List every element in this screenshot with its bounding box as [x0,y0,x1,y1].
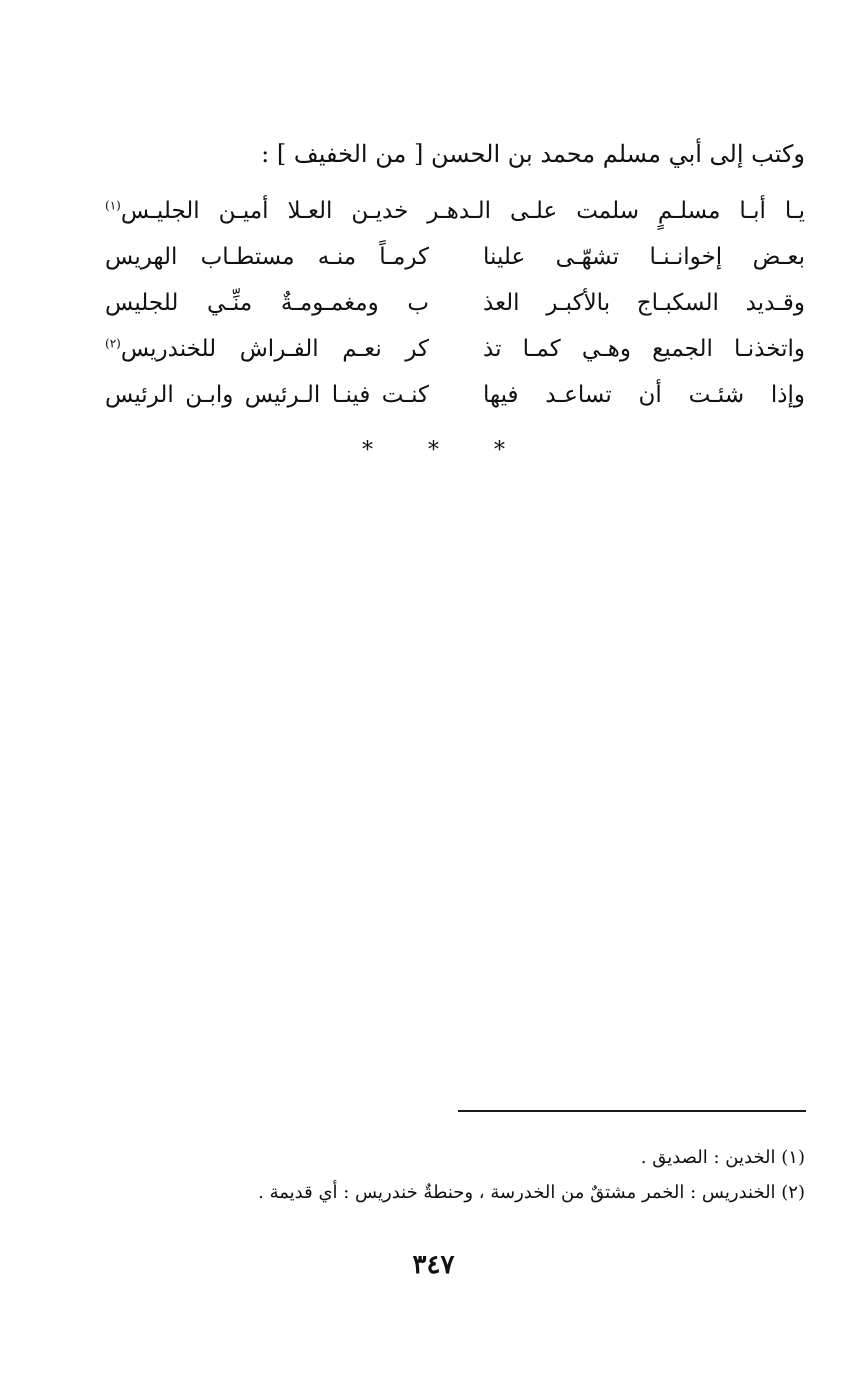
verse-second-hemistich [105,336,429,362]
footnote-divider [458,1110,806,1112]
section-separator: * * * [362,438,529,463]
verse-second-hemistich: كنـت فينـا الـرئيس وابـن الرئيس [105,382,429,408]
page-number: ٣٤٧ [412,1250,455,1280]
verse-text: كر نعـم الفـراش للخندريس [120,336,429,362]
poem-verse [105,234,805,280]
poem-verse [105,326,805,372]
poem [105,188,805,418]
verse-first-hemistich: وإذا شئـت أن تساعـد فيها [483,382,805,408]
poem-verse [105,372,805,418]
poem-introduction: وكتب إلى أبي مسلم محمد بن الحسن [ من الخفيف ] : [261,140,805,168]
footnote-marker: (٢) [105,336,121,351]
verse-second-hemistich: كرمـاً منـه مستطـاب الهريس [105,244,429,270]
verse-first-hemistich: وقـديد السكبـاج بالأكبـر العذ [483,290,805,316]
verse-second-hemistich: ب ومغمـومـةٌ منِّـي للجليس [105,290,429,316]
footnote: (٢) الخندريس : الخمر مشتقٌ من الخدرسة ، وحنطةٌ خندريس : أي قديمة . [258,1182,805,1203]
verse-text: يـا أبـا مسلـمٍ سلمت علـى الـدهـر خديـن العـلا أميـن الجليـس [120,198,805,224]
verse-first-hemistich: واتخذنـا الجميع وهـي كمـا تذ [483,336,805,362]
verse-line [105,198,805,224]
poem-verse [105,188,805,234]
footnote: (١) الخدين : الصديق . [640,1147,805,1168]
footnote-marker: (١) [105,198,121,213]
footnotes [95,1140,805,1210]
poem-verse [105,280,805,326]
verse-first-hemistich: بعـض إخوانـنـا تشهّـى علينا [483,244,805,270]
